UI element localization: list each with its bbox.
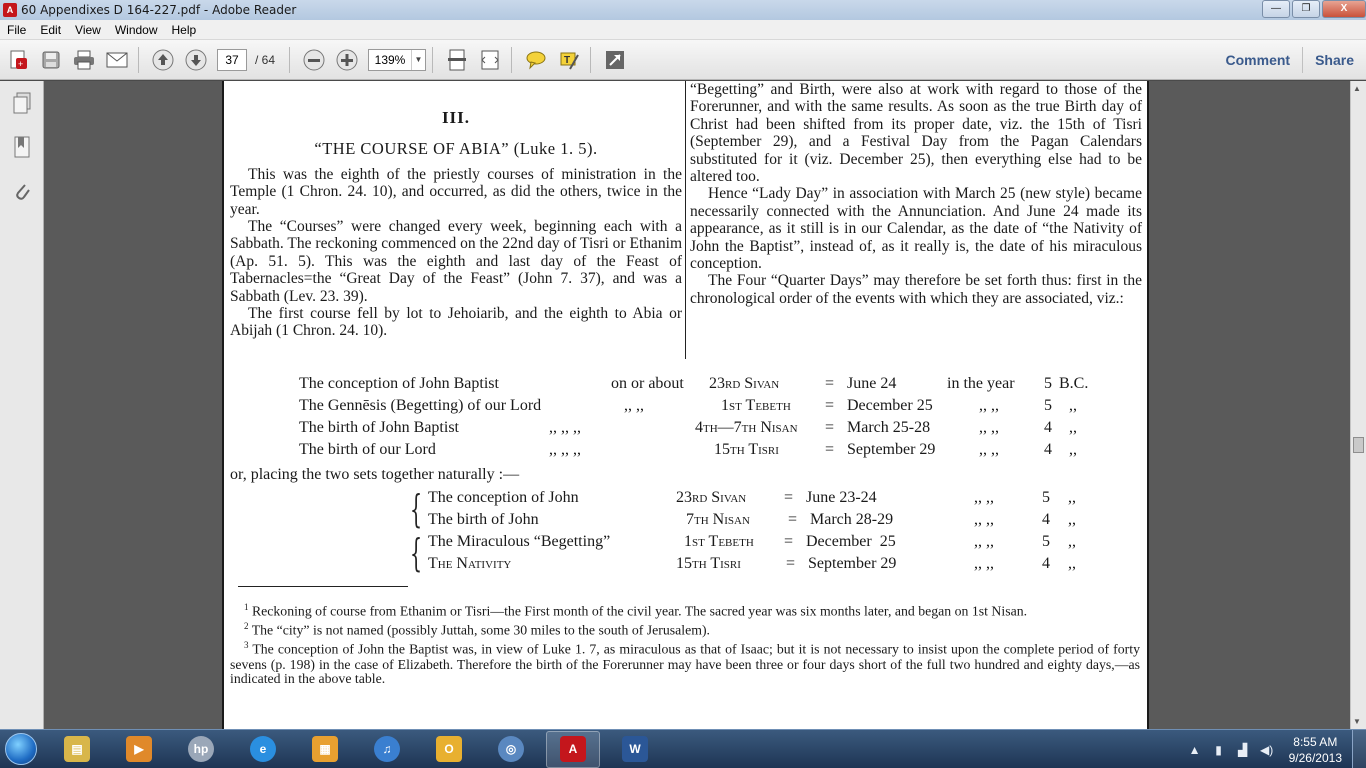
navigation-pane <box>0 81 44 729</box>
media-player-icon: ▶ <box>126 736 152 762</box>
event-cell: The Nativity <box>428 555 512 572</box>
windows-logo-icon <box>5 733 37 765</box>
paragraph: The “Courses” were changed every week, beginning each with a Sabbath. The reckoning commenced on the 22nd day of Tisri or Ethanim (Ap. 51. 5). This was the eighth and last day of the Feast of Tabernacles=the “Great Day of the Feast” (John 7. 37), and was a Sabbath (Lev. 23. 39). <box>230 218 682 305</box>
clock[interactable] <box>1289 734 1342 766</box>
bookmarks-button[interactable] <box>0 125 44 169</box>
date-cell: June 23-24 <box>806 489 877 506</box>
taskbar-app[interactable] <box>422 731 476 768</box>
footnote <box>230 638 1140 686</box>
internet-explorer-icon: e <box>250 736 276 762</box>
create-pdf-icon <box>7 49 29 71</box>
taskbar-app[interactable] <box>174 731 228 768</box>
chevron-down-icon[interactable]: ▼ <box>411 50 425 70</box>
year-label-cell: in the year <box>947 375 1015 392</box>
paragraph: This was the eighth of the priestly courses of ministration in the Temple (1 Chron. 24. 10), and occurred, as did the others, twice in the year. <box>230 165 682 218</box>
equals-cell: = <box>825 375 835 392</box>
date-cell: September 29 <box>847 441 936 458</box>
menu-bar <box>0 20 1366 40</box>
year-cell: 5 <box>1042 533 1050 550</box>
itunes-icon: ♫ <box>374 736 400 762</box>
event-cell: The conception of John Baptist <box>299 375 499 392</box>
event-cell: The birth of John <box>428 511 539 528</box>
toolbar <box>0 40 1366 80</box>
year-cell: 4 <box>1042 555 1050 572</box>
volume-icon[interactable]: ◀) <box>1259 742 1274 757</box>
scroll-up-icon[interactable]: ▲ <box>1353 84 1361 93</box>
fit-width-button[interactable] <box>475 45 505 75</box>
table-row <box>414 509 1114 531</box>
year-cell: 4 <box>1044 419 1052 436</box>
menu-file[interactable]: File <box>7 22 27 37</box>
left-column <box>230 81 682 340</box>
scroll-down-icon[interactable]: ▼ <box>1353 717 1361 726</box>
menu-view[interactable]: View <box>75 22 101 37</box>
zoom-select[interactable] <box>368 49 426 71</box>
event-cell: The birth of our Lord <box>299 441 436 458</box>
hp-icon: hp <box>188 736 214 762</box>
document-viewer[interactable] <box>44 81 1350 729</box>
word-icon: W <box>622 736 648 762</box>
toolbar-right <box>1214 40 1366 80</box>
expand-icon <box>605 50 625 70</box>
year-cell: 5 <box>1044 375 1052 392</box>
date-cell: March 25-28 <box>847 419 931 436</box>
equals-cell: = <box>784 533 794 550</box>
menu-edit[interactable]: Edit <box>40 22 62 37</box>
year-label-cell: ,, ,, <box>979 441 999 458</box>
zoom-out-button[interactable] <box>299 45 329 75</box>
share-button[interactable]: Share <box>1315 52 1354 68</box>
footnote-text: Reckoning of course from Ethanim or Tisri—the First month of the civil year. The sacred year was six months later, and began on 1st Nisan. <box>251 603 1028 619</box>
full-screen-button[interactable] <box>600 45 630 75</box>
taskbar-app[interactable] <box>298 731 352 768</box>
explorer-icon: ▤ <box>64 736 90 762</box>
clock-time: 8:55 AM <box>1293 734 1338 749</box>
year-cell: 5 <box>1044 397 1052 414</box>
table-row <box>299 417 1099 439</box>
footnote <box>230 619 1140 638</box>
year-label-cell: ,, ,, <box>979 397 999 414</box>
hebrew-date-cell: 23rd Sivan <box>676 489 747 506</box>
year-label-cell: ,, ,, <box>979 419 999 436</box>
qualifier-cell: ,, ,, <box>624 397 644 414</box>
next-page-button[interactable] <box>181 45 211 75</box>
menu-window[interactable]: Window <box>114 22 158 37</box>
table-row <box>414 553 1114 575</box>
highlight-button[interactable] <box>554 45 584 75</box>
event-cell: The Miraculous “Begetting” <box>428 533 611 550</box>
footnote-mark: 2 <box>244 621 249 632</box>
bookmark-icon <box>13 136 31 158</box>
system-tray <box>1183 730 1366 768</box>
date-cell: March 28-29 <box>810 511 894 528</box>
hebrew-date-cell: 7th Nisan <box>686 511 750 528</box>
adobe-reader-icon: A <box>3 3 17 17</box>
device-icon[interactable]: ▮ <box>1215 742 1222 757</box>
folder-icon: ▦ <box>312 736 338 762</box>
era-cell: ,, <box>1069 397 1077 414</box>
toolbar-separator <box>511 47 512 73</box>
era-cell: ,, <box>1068 555 1076 572</box>
network-icon: ◎ <box>498 736 524 762</box>
svg-text:+: + <box>18 58 24 69</box>
save-icon <box>41 50 61 70</box>
paragraph: Hence “Lady Day” in association with March 25 (new style) became necessarily connected with the Annunciation. And June 24 made its appearance, as it still is in our Calendar, as the date of “the Nativity of John the Baptist”, instead of, as it really is, the date of his miraculous conception. <box>690 185 1142 273</box>
equals-cell: = <box>786 555 796 572</box>
hebrew-date-cell: 15th Tisri <box>676 555 741 572</box>
comment-bubble-icon <box>525 50 547 70</box>
brace-icon: { <box>410 487 423 531</box>
envelope-icon <box>106 52 128 68</box>
era-cell: ,, <box>1068 511 1076 528</box>
paperclip-icon <box>13 180 31 202</box>
title-bar <box>0 0 1366 20</box>
zoom-value: 139% <box>374 52 406 67</box>
window-controls <box>1260 0 1366 18</box>
svg-text:T: T <box>564 54 571 66</box>
year-label-cell: ,, ,, <box>974 511 994 528</box>
menu-help[interactable]: Help <box>171 22 197 37</box>
minimize-button[interactable]: — <box>1262 0 1290 18</box>
comment-button[interactable]: Comment <box>1225 52 1291 68</box>
taskbar-app[interactable] <box>236 731 290 768</box>
column-divider <box>685 81 686 359</box>
page-thumbnails-button[interactable] <box>0 81 44 125</box>
page-total: / 64 <box>255 52 276 67</box>
event-cell: The birth of John Baptist <box>299 419 459 436</box>
page-number-input[interactable]: 37 <box>217 49 247 71</box>
year-cell: 4 <box>1042 511 1050 528</box>
pdf-page <box>222 81 1149 729</box>
footnote-mark: 3 <box>244 640 249 651</box>
equals-cell: = <box>788 511 798 528</box>
combined-table <box>410 487 1114 575</box>
era-cell: ,, <box>1069 441 1077 458</box>
qualifier-cell: on or about <box>611 375 684 392</box>
pages-icon <box>12 92 32 114</box>
year-label-cell: ,, ,, <box>974 489 994 506</box>
highlighter-icon <box>558 49 580 71</box>
date-cell: December 25 <box>847 397 933 414</box>
section-title: “THE COURSE OF ABIA” (Luke 1. 5). <box>314 139 598 159</box>
era-cell: ,, <box>1068 533 1076 550</box>
right-column <box>690 81 1142 307</box>
minus-icon <box>303 49 325 71</box>
taskbar-app[interactable] <box>50 731 104 768</box>
plus-icon <box>336 49 358 71</box>
save-button[interactable] <box>36 45 66 75</box>
adobe-reader-icon: A <box>560 736 586 762</box>
fit-page-icon <box>447 49 467 71</box>
taskbar <box>0 729 1366 768</box>
footnote-mark: 1 <box>244 602 249 612</box>
outlook-icon: O <box>436 736 462 762</box>
sticky-note-button[interactable] <box>521 45 551 75</box>
table-row <box>414 487 1114 509</box>
scroll-thumb[interactable] <box>1353 437 1364 453</box>
toolbar-separator <box>432 47 433 73</box>
attachments-button[interactable] <box>0 169 44 213</box>
placing-text: or, placing the two sets together naturally :— <box>230 466 520 483</box>
hebrew-date-cell: 1st Tebeth <box>721 397 791 414</box>
hebrew-date-cell: 15th Tisri <box>714 441 779 458</box>
equals-cell: = <box>825 419 835 436</box>
hebrew-date-cell: 1st Tebeth <box>684 533 754 550</box>
event-cell: The Gennēsis (Begetting) of our Lord <box>299 397 542 414</box>
year-cell: 5 <box>1042 489 1050 506</box>
print-button[interactable] <box>69 45 99 75</box>
era-cell: ,, <box>1068 489 1076 506</box>
equals-cell: = <box>784 489 794 506</box>
year-label-cell: ,, ,, <box>974 555 994 572</box>
toolbar-separator <box>590 47 591 73</box>
footnotes <box>230 600 1140 687</box>
signal-icon[interactable]: ▟ <box>1237 742 1248 757</box>
paragraph: The first course fell by lot to Jehoiarib, and the eighth to Abia or Abijah (1 Chron. 24. 10). <box>230 305 682 340</box>
fit-page-button[interactable] <box>442 45 472 75</box>
event-cell: The conception of John <box>428 489 579 506</box>
previous-page-button[interactable] <box>148 45 178 75</box>
maximize-button[interactable]: ❐ <box>1292 0 1320 18</box>
create-pdf-button[interactable] <box>3 45 33 75</box>
taskbar-app[interactable] <box>484 731 538 768</box>
show-hidden-icons-icon[interactable]: ▲ <box>1188 742 1201 757</box>
footnote-rule <box>238 586 408 587</box>
qualifier-cell: ,, ,, ,, <box>549 441 581 458</box>
date-cell: September 29 <box>808 555 897 572</box>
section-number: III. <box>441 108 471 127</box>
table-row <box>299 373 1099 395</box>
qualifier-cell: ,, ,, ,, <box>549 419 581 436</box>
hebrew-date-cell: 4th—7th Nisan <box>695 419 798 436</box>
date-cell: June 24 <box>847 375 897 392</box>
year-label-cell: ,, ,, <box>974 533 994 550</box>
window-title: 60 Appendixes D 164-227.pdf - Adobe Reader <box>21 3 297 17</box>
toolbar-separator <box>289 47 290 73</box>
date-cell: December 25 <box>806 533 896 550</box>
equals-cell: = <box>825 397 835 414</box>
brace-icon: { <box>410 531 423 575</box>
paragraph: The Four “Quarter Days” may therefore be set forth thus: first in the chronological order of the events with which they are associated, viz.: <box>690 272 1142 307</box>
equals-cell: = <box>825 441 835 458</box>
footnote <box>230 600 1140 619</box>
era-cell: ,, <box>1069 419 1077 436</box>
era-cell: B.C. <box>1059 375 1089 392</box>
footnote-text: The conception of John the Baptist was, in view of Luke 1. 7, as miraculous as that of Isaac; but it is not necessary to insist upon the complete period of forty sevens (p. 198) in the case of Elizabeth. Therefore the birth of the Forerunner may have been three or four days short of the full two hundred and eighty days,—as indicated in the above table. <box>230 641 1140 687</box>
vertical-scrollbar[interactable] <box>1350 81 1366 729</box>
fit-width-icon <box>479 49 501 71</box>
toolbar-separator <box>138 47 139 73</box>
hebrew-date-cell: 23rd Sivan <box>709 375 780 392</box>
paragraph: “Begetting” and Birth, were also at work with regard to those of the Forerunner, and with the same results. As soon as the true Birth day of Christ had been shifted from its proper date, viz. the 15th of Tisri (September 29), and a Festival Day from the Pagan Calendars substituted for it (viz. December 25), then everything else had to be altered too. <box>690 81 1142 186</box>
taskbar-app[interactable] <box>112 731 166 768</box>
taskbar-app-active[interactable] <box>546 731 600 768</box>
table-row <box>299 439 1099 461</box>
table-row <box>414 531 1114 553</box>
show-desktop-button[interactable] <box>1352 730 1366 768</box>
printer-icon <box>73 50 95 70</box>
zoom-in-button[interactable] <box>332 45 362 75</box>
close-button[interactable]: X <box>1322 0 1366 18</box>
table-row <box>299 395 1099 417</box>
arrow-down-icon <box>185 49 207 71</box>
taskbar-app[interactable] <box>608 731 662 768</box>
taskbar-app[interactable] <box>360 731 414 768</box>
arrow-up-icon <box>152 49 174 71</box>
clock-date: 9/26/2013 <box>1288 750 1342 765</box>
start-button[interactable] <box>0 730 42 768</box>
quarter-days-table <box>299 373 1099 461</box>
year-cell: 4 <box>1044 441 1052 458</box>
footnote-text: The “city” is not named (possibly Juttah, some 30 miles to the south of Jerusalem). <box>251 622 710 638</box>
email-button[interactable] <box>102 45 132 75</box>
